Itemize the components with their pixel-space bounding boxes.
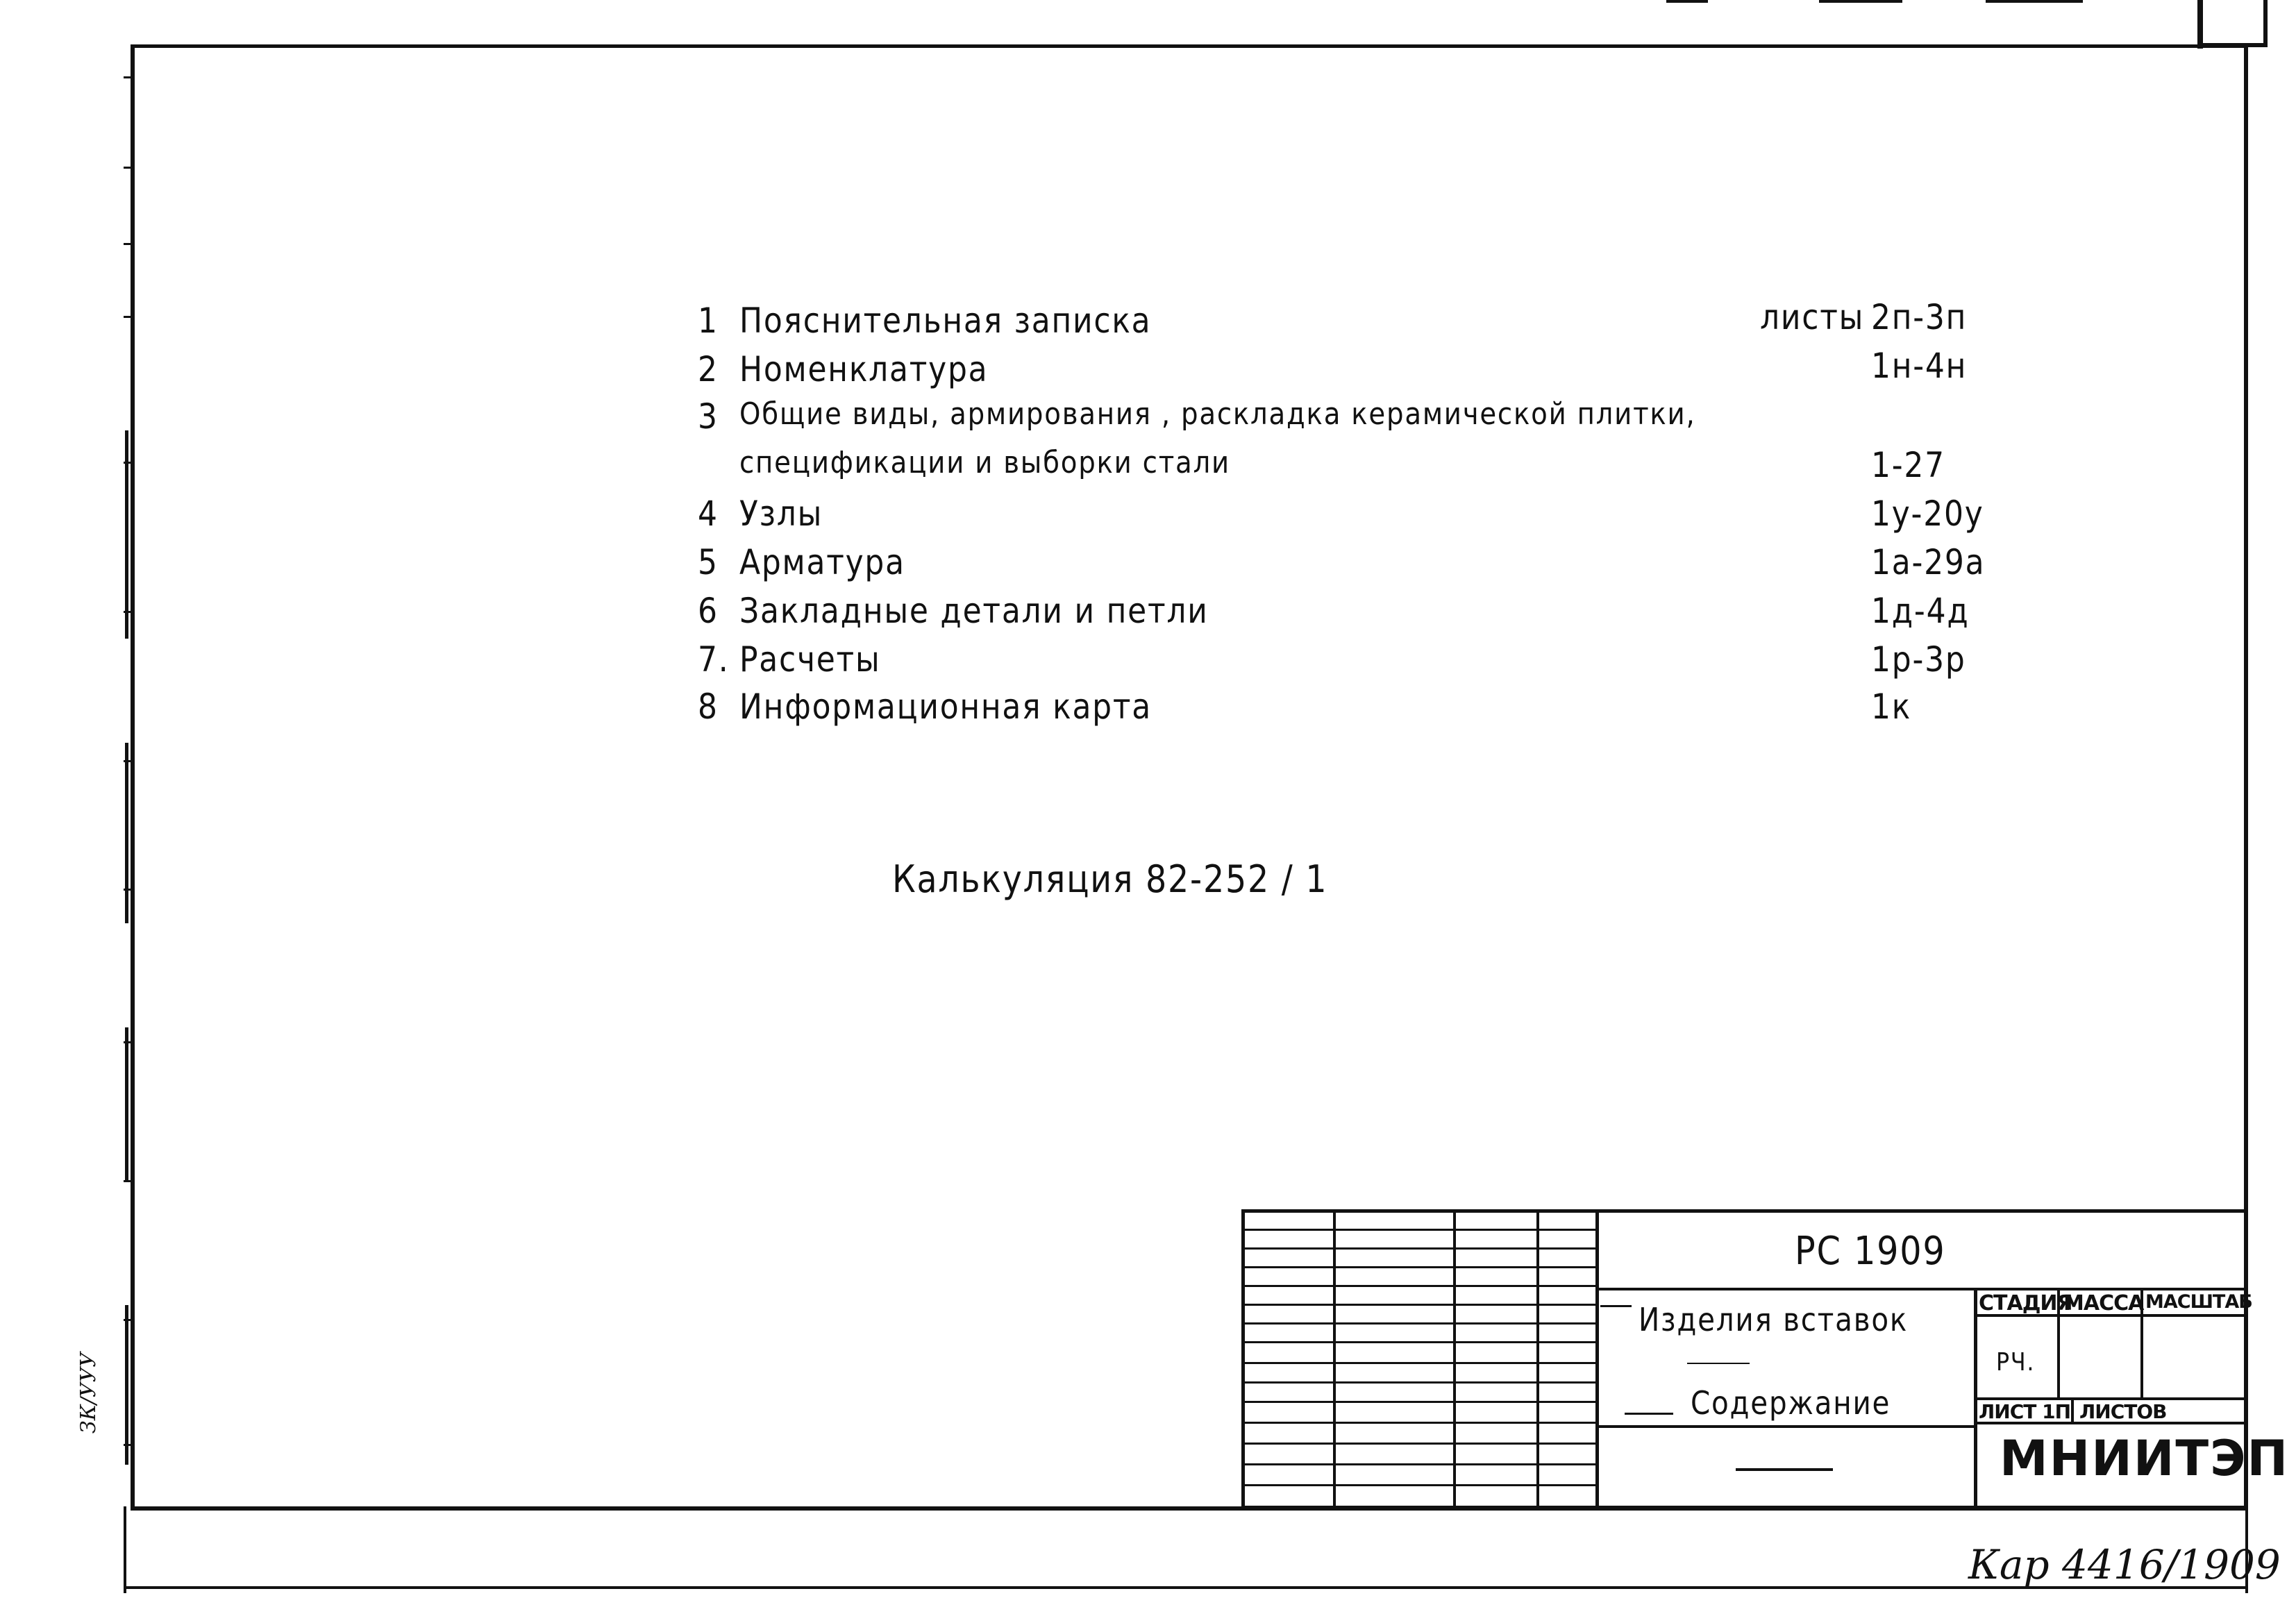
margin-tick xyxy=(124,243,133,245)
grid-hline xyxy=(1241,1266,1597,1268)
tb-vline xyxy=(2071,1397,2074,1423)
item-title: Номенклатура xyxy=(739,349,989,389)
item-number: 8 xyxy=(698,687,719,727)
item-sheets: 1д-4д xyxy=(1871,591,1970,631)
item-sheets: 2п-3п xyxy=(1871,297,1968,337)
grid-hline xyxy=(1241,1247,1597,1250)
margin-tick xyxy=(124,316,133,318)
margin-segment xyxy=(125,430,128,639)
grid-hline xyxy=(1241,1484,1597,1486)
item-sheets: 1к xyxy=(1871,687,1912,727)
grid-hline xyxy=(1241,1341,1597,1343)
outer-left-line xyxy=(124,1506,126,1593)
stage-value: РЧ. xyxy=(1996,1348,2036,1377)
inventory-signature: Кар 4416/1909 xyxy=(1968,1541,2281,1588)
top-edge-line xyxy=(2263,0,2268,47)
top-stub xyxy=(1819,0,1902,3)
margin-segment xyxy=(125,743,128,923)
item-number: 1 xyxy=(698,301,719,341)
document-code: РС 1909 xyxy=(1795,1229,1946,1274)
item-title: Информационная карта xyxy=(739,687,1152,727)
item-sheets: 1н-4н xyxy=(1871,346,1968,386)
dash-mark xyxy=(1687,1363,1750,1364)
item-sheets: 1а-29а xyxy=(1871,542,1986,582)
item-number: 3 xyxy=(698,396,719,437)
grid-hline xyxy=(1241,1285,1597,1287)
grid-hline xyxy=(1241,1463,1597,1465)
sheet-number-label: ЛИСТ 1П xyxy=(1979,1400,2071,1423)
grid-hline xyxy=(1241,1422,1597,1424)
grid-hline xyxy=(1241,1362,1597,1364)
stage-header: СТАДИЯ xyxy=(1979,1291,2072,1315)
item-number: 7. xyxy=(698,639,730,680)
organization-stamp: МНИИТЭП xyxy=(2000,1430,2290,1487)
dash-mark xyxy=(1625,1413,1673,1415)
grid-hline xyxy=(1241,1443,1597,1445)
top-edge-line xyxy=(2197,0,2203,49)
tb-hline xyxy=(1597,1288,2248,1290)
item-sheets: 1-27 xyxy=(1871,445,1945,485)
tb-hline xyxy=(1597,1425,1975,1428)
margin-tick xyxy=(124,1180,133,1182)
item-number: 6 xyxy=(698,591,719,631)
item-title: спецификации и выборки стали xyxy=(739,445,1230,480)
item-title: Пояснительная записка xyxy=(739,301,1152,341)
outer-bottom-line xyxy=(124,1586,2248,1589)
grid-hline xyxy=(1241,1229,1597,1231)
margin-segment xyxy=(125,1305,128,1465)
grid-hline xyxy=(1241,1381,1597,1384)
dash-mark xyxy=(1736,1468,1833,1471)
item-number: 5 xyxy=(698,542,719,582)
margin-note: ЗК/УУУ xyxy=(76,1352,101,1433)
item-sheets: 1р-3р xyxy=(1871,639,1966,680)
grid-hline xyxy=(1241,1322,1597,1325)
top-stub xyxy=(1986,0,2083,3)
item-sheets: 1у-20у xyxy=(1871,494,1984,534)
item-number: 2 xyxy=(698,349,719,389)
item-title: Общие виды, армирования , раскладка керамической плитки, xyxy=(739,396,1696,432)
grid-hline xyxy=(1241,1304,1597,1306)
margin-tick xyxy=(124,167,133,169)
item-title: Закладные детали и петли xyxy=(739,591,1209,631)
scale-header: МАСШТАБ xyxy=(2145,1291,2252,1313)
mass-header: МАССА xyxy=(2063,1291,2144,1315)
margin-segment xyxy=(125,1027,128,1180)
item-title: Узлы xyxy=(739,494,823,534)
grid-hline xyxy=(1241,1401,1597,1403)
dash-mark xyxy=(1600,1305,1632,1307)
sheet-title: Содержание xyxy=(1691,1384,1891,1422)
sheets-count-label: ЛИСТОВ xyxy=(2079,1400,2167,1423)
top-stub xyxy=(1666,0,1708,3)
calculation-reference: Калькуляция 82-252 / 1 xyxy=(892,857,1328,901)
item-number: 4 xyxy=(698,494,719,534)
item-title: Расчеты xyxy=(739,639,881,680)
item-title: Арматура xyxy=(739,542,905,582)
margin-tick xyxy=(124,76,133,78)
sheets-label: листы xyxy=(1760,297,1865,337)
product-name: Изделия вставок xyxy=(1639,1301,1909,1338)
